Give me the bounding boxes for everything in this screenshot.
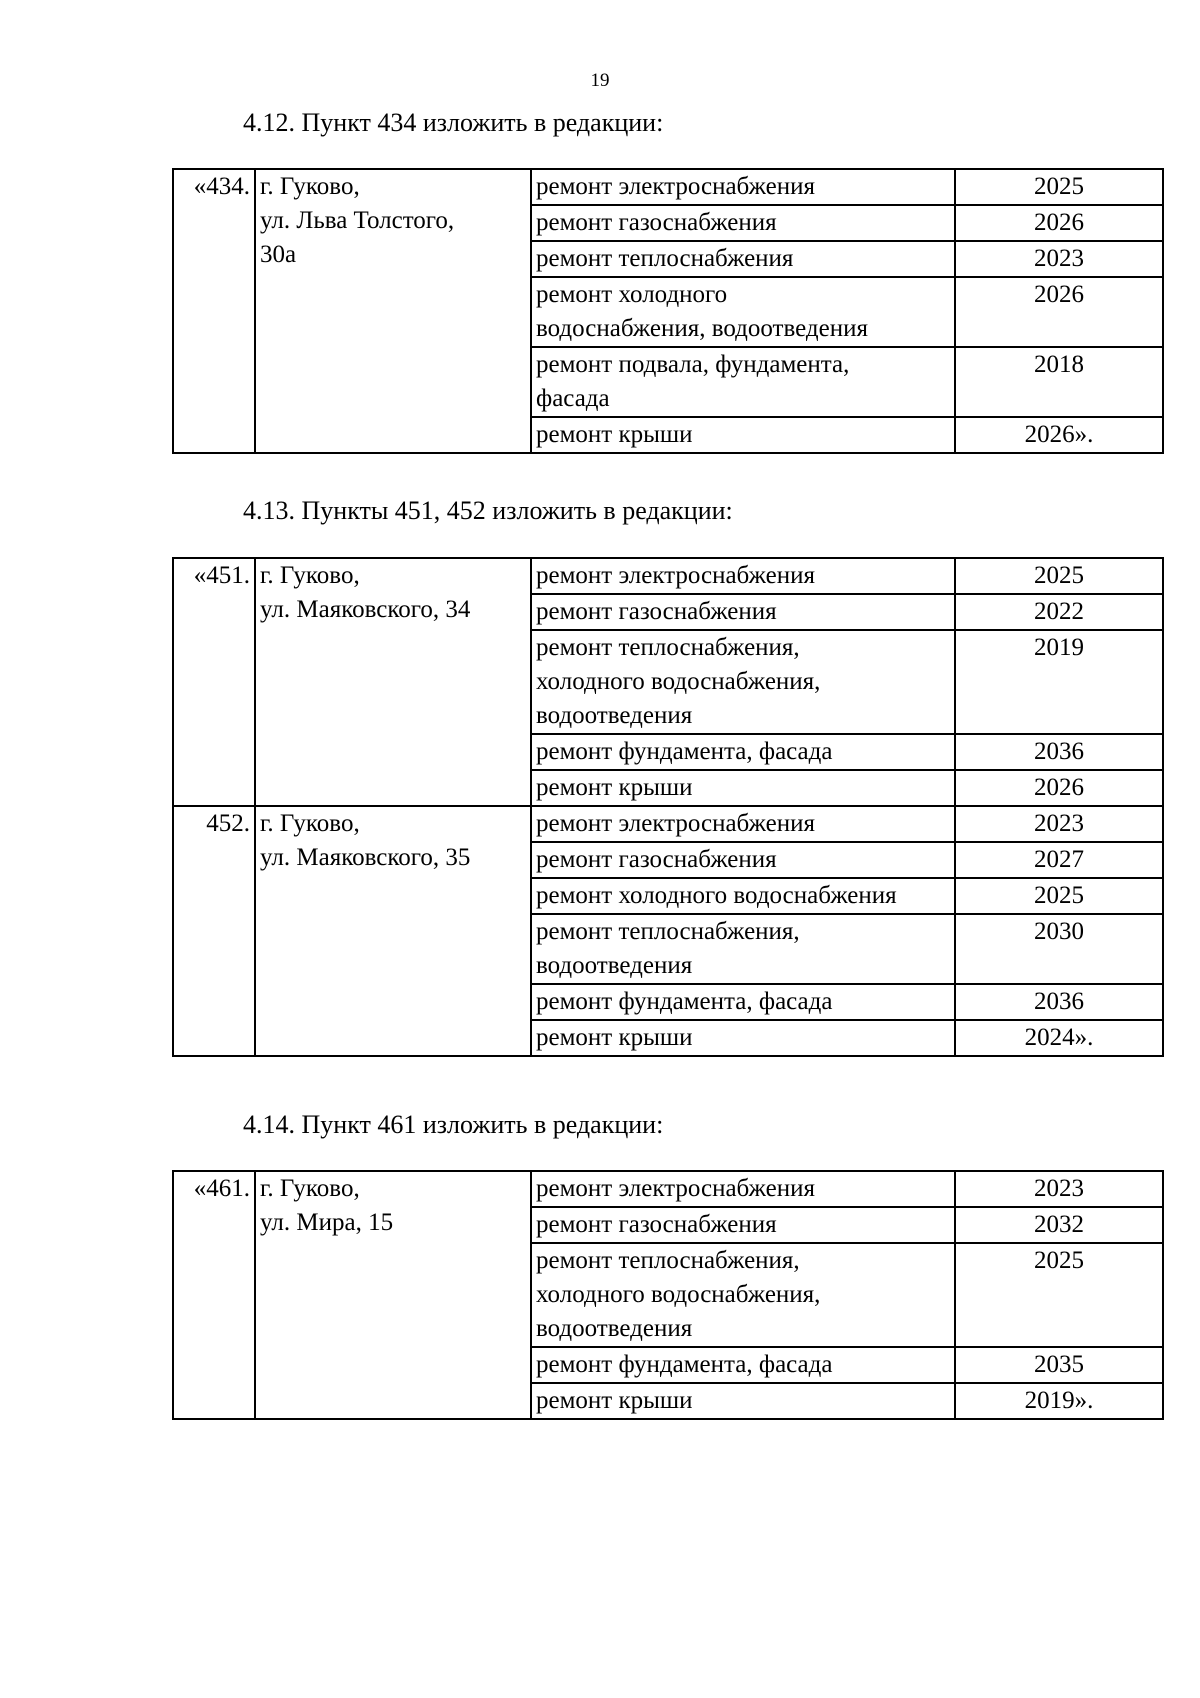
work-type-line: ремонт теплоснабжения, — [536, 634, 800, 661]
work-type-cell — [531, 630, 955, 734]
year-cell: 2032 — [955, 1207, 1163, 1243]
work-type-line: ремонт фундамента, фасада — [536, 988, 833, 1015]
year-cell: 2036 — [955, 984, 1163, 1020]
work-type-line: водоотведения — [536, 952, 693, 979]
address-line: ул. Мира, 15 — [260, 1209, 394, 1236]
work-type-line: ремонт крыши — [536, 421, 693, 448]
work-type-cell — [531, 347, 955, 417]
section-heading: 4.14. Пункт 461 изложить в редакции: — [243, 1110, 664, 1139]
item-number: «434. — [173, 169, 255, 453]
work-type-line: ремонт электроснабжения — [536, 810, 815, 837]
work-type-line: ремонт теплоснабжения, — [536, 1247, 800, 1274]
year-cell: 2023 — [955, 1171, 1163, 1207]
work-type-line: ремонт теплоснабжения — [536, 245, 794, 272]
work-type-line: фасада — [536, 385, 610, 412]
work-type-line: ремонт газоснабжения — [536, 1211, 777, 1238]
year-cell: 2019». — [955, 1383, 1163, 1419]
items-table — [172, 1170, 1164, 1420]
work-type-line: ремонт теплоснабжения, — [536, 918, 800, 945]
work-type-line: водоснабжения, водоотведения — [536, 315, 868, 342]
year-cell: 2023 — [955, 241, 1163, 277]
section-heading: 4.13. Пункты 451, 452 изложить в редакции: — [243, 496, 733, 525]
table-row — [173, 1171, 1163, 1207]
address-line: ул. Маяковского, 35 — [260, 844, 471, 871]
address-line: ул. Льва Толстого, — [260, 207, 455, 234]
work-type-line: ремонт холодного — [536, 281, 728, 308]
year-cell: 2025 — [955, 1243, 1163, 1347]
address-line: ул. Маяковского, 34 — [260, 596, 471, 623]
year-cell: 2022 — [955, 594, 1163, 630]
work-type-line: ремонт электроснабжения — [536, 173, 815, 200]
year-cell: 2026 — [955, 205, 1163, 241]
work-type-cell — [531, 417, 955, 453]
item-number: «451. — [173, 558, 255, 806]
work-type-line: водоотведения — [536, 702, 693, 729]
work-type-line: ремонт электроснабжения — [536, 1175, 815, 1202]
year-cell: 2025 — [955, 169, 1163, 205]
section-heading: 4.12. Пункт 434 изложить в редакции: — [243, 108, 664, 137]
year-cell: 2030 — [955, 914, 1163, 984]
table-row — [173, 169, 1163, 205]
work-type-cell — [531, 806, 955, 842]
work-type-cell — [531, 205, 955, 241]
work-type-line: ремонт фундамента, фасада — [536, 738, 833, 765]
address-cell — [255, 806, 531, 1056]
item-number: 452. — [173, 806, 255, 1056]
address-line: г. Гуково, — [260, 173, 360, 200]
address-line: г. Гуково, — [260, 810, 360, 837]
work-type-cell — [531, 594, 955, 630]
table-row — [173, 558, 1163, 594]
work-type-cell — [531, 169, 955, 205]
work-type-line: ремонт крыши — [536, 1387, 693, 1414]
items-table — [172, 168, 1164, 454]
address-line: 30а — [260, 241, 297, 268]
work-type-cell — [531, 878, 955, 914]
year-cell: 2025 — [955, 558, 1163, 594]
address-cell — [255, 558, 531, 806]
work-type-cell — [531, 984, 955, 1020]
work-type-cell — [531, 277, 955, 347]
work-type-cell — [531, 1207, 955, 1243]
work-type-cell — [531, 1020, 955, 1056]
work-type-line: ремонт фундамента, фасада — [536, 1351, 833, 1378]
year-cell: 2027 — [955, 842, 1163, 878]
work-type-cell — [531, 1243, 955, 1347]
work-type-line: ремонт крыши — [536, 1024, 693, 1051]
year-cell: 2023 — [955, 806, 1163, 842]
work-type-line: ремонт газоснабжения — [536, 598, 777, 625]
work-type-line: ремонт крыши — [536, 774, 693, 801]
work-type-line: холодного водоснабжения, — [536, 1281, 821, 1308]
work-type-line: ремонт подвала, фундамента, — [536, 351, 850, 378]
item-number: «461. — [173, 1171, 255, 1419]
year-cell: 2018 — [955, 347, 1163, 417]
items-table — [172, 557, 1164, 1057]
address-cell — [255, 1171, 531, 1419]
year-cell: 2026 — [955, 770, 1163, 806]
address-cell — [255, 169, 531, 453]
work-type-cell — [531, 1383, 955, 1419]
table-row — [173, 806, 1163, 842]
work-type-line: ремонт газоснабжения — [536, 846, 777, 873]
work-type-cell — [531, 770, 955, 806]
year-cell: 2024». — [955, 1020, 1163, 1056]
address-line: г. Гуково, — [260, 1175, 360, 1202]
page-number: 19 — [590, 70, 610, 91]
year-cell: 2026». — [955, 417, 1163, 453]
year-cell: 2026 — [955, 277, 1163, 347]
work-type-cell — [531, 734, 955, 770]
work-type-line: водоотведения — [536, 1315, 693, 1342]
work-type-cell — [531, 1347, 955, 1383]
work-type-cell — [531, 914, 955, 984]
work-type-cell — [531, 842, 955, 878]
work-type-line: холодного водоснабжения, — [536, 668, 821, 695]
year-cell: 2025 — [955, 878, 1163, 914]
address-line: г. Гуково, — [260, 562, 360, 589]
work-type-line: ремонт электроснабжения — [536, 562, 815, 589]
year-cell: 2019 — [955, 630, 1163, 734]
work-type-cell — [531, 241, 955, 277]
work-type-line: ремонт газоснабжения — [536, 209, 777, 236]
work-type-cell — [531, 1171, 955, 1207]
year-cell: 2036 — [955, 734, 1163, 770]
work-type-cell — [531, 558, 955, 594]
year-cell: 2035 — [955, 1347, 1163, 1383]
work-type-line: ремонт холодного водоснабжения — [536, 882, 897, 909]
